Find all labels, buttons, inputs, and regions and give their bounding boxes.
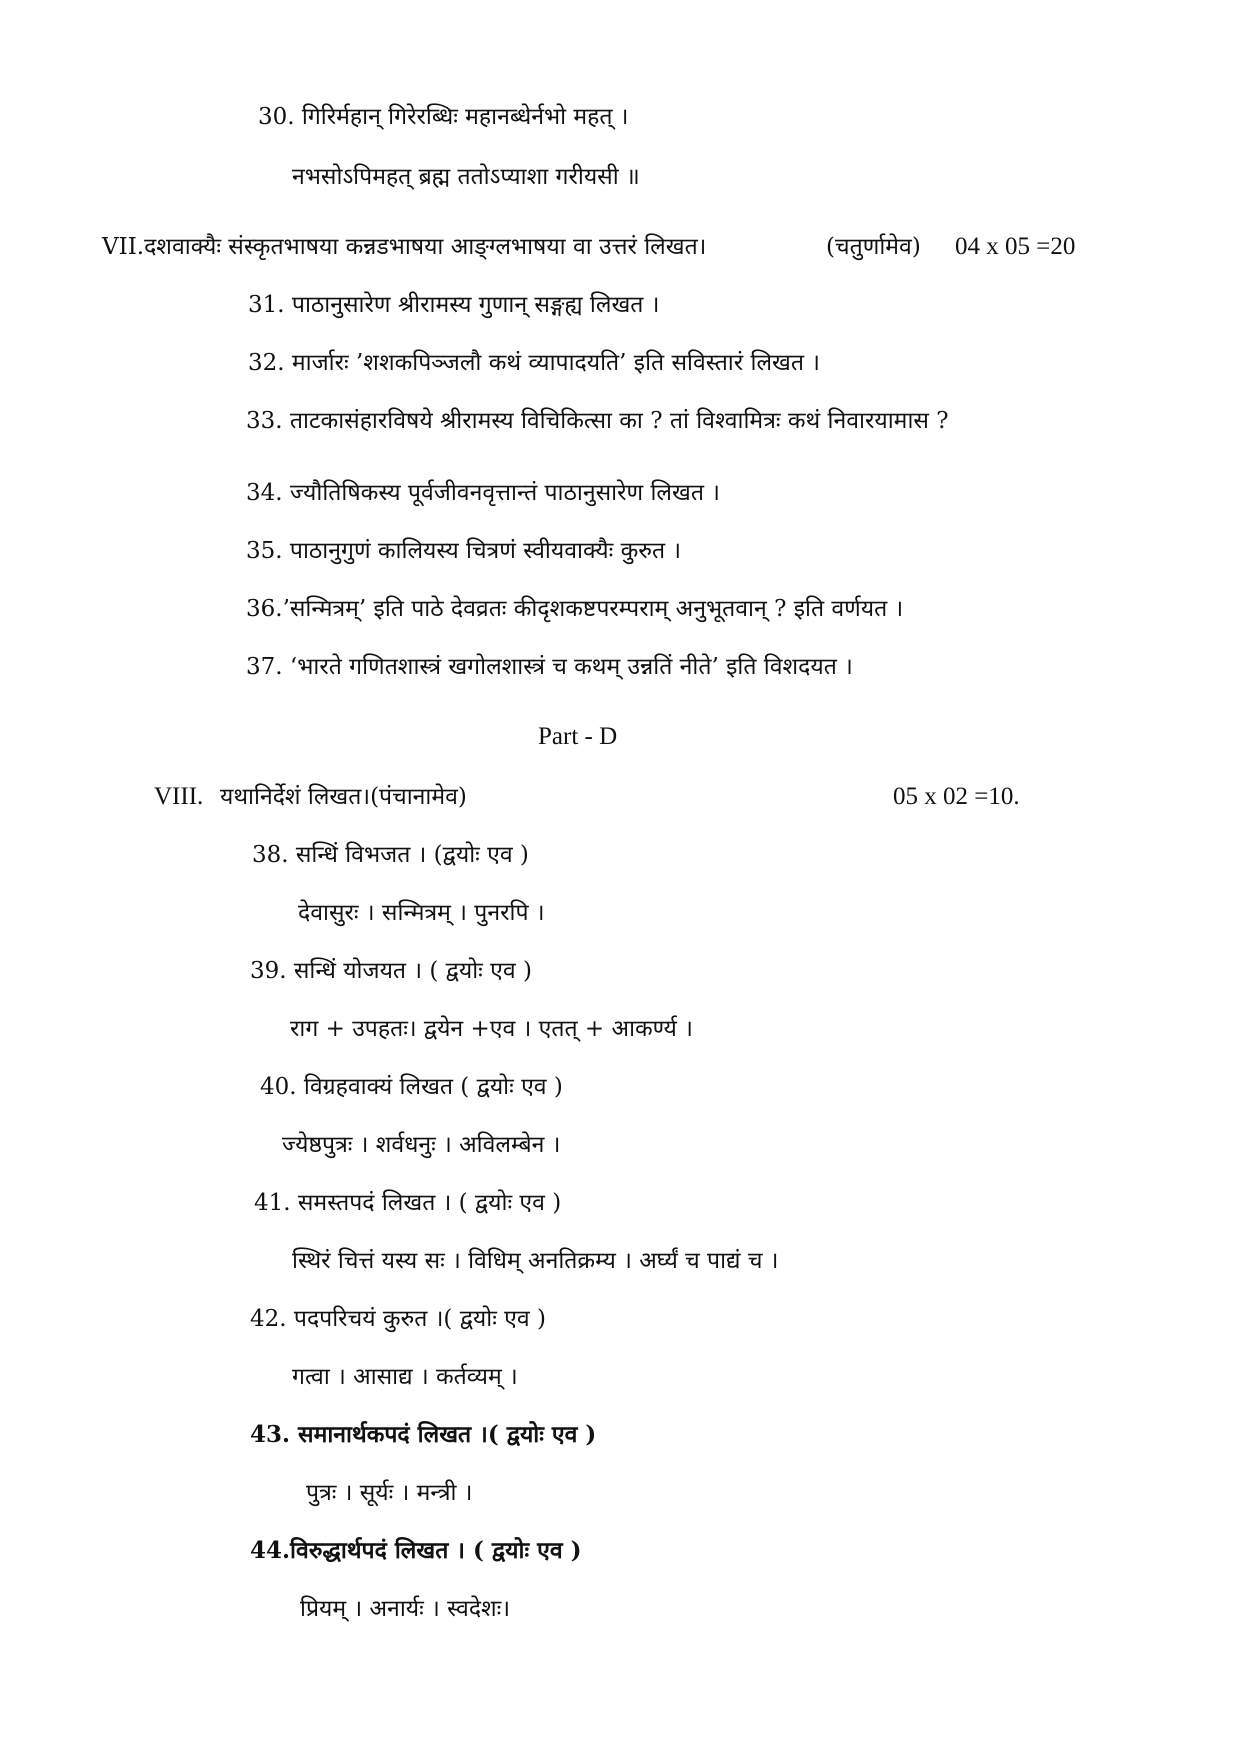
question-39: 39. सन्धिं योजयत । ( द्वयोः एव ) [250,958,532,984]
section-viii-heading: यथानिर्देशं लिखत।(पंचानामेव) [220,784,467,810]
answer-options-38: देवासुरः । सन्मित्रम् । पुनरपि । [298,900,545,926]
question-33: 33. ताटकासंहारविषये श्रीरामस्य विचिकित्सा का ? तां विश्वामित्रः कथं निवारयामास ? [246,408,949,434]
question-40: 40. विग्रहवाक्यं लिखत ( द्वयोः एव ) [260,1074,563,1100]
section-vii-heading: VII.दशवाक्यैः संस्कृतभाषया कन्नडभाषया आङ्ग्लभाषया वा उत्तरं लिखत। [102,234,707,260]
answer-options-43: पुत्रः । सूर्यः । मन्त्री । [306,1480,473,1506]
q30-line1: 30. गिरिर्महान् गिरेरब्धिः महानब्धेर्नभो महत् । [258,104,629,130]
question-34: 34. ज्यौतिषिकस्य पूर्वजीवनवृत्तान्तं पाठानुसारेण लिखत । [246,480,720,506]
question-31: 31. पाठानुसारेण श्रीरामस्य गुणान् सङ्गह्य लिखत । [248,292,660,318]
question-36: 36.’सन्मित्रम्’ इति पाठे देवव्रतः कीदृशकष्टपरम्पराम् अनुभूतवान् ? इति वर्णयत । [246,596,904,622]
answer-options-42: गत्वा । आसाद्य । कर्तव्यम् । [292,1364,518,1390]
answer-options-40: ज्येष्ठपुत्रः । शर्वधनुः । अविलम्बेन । [282,1132,561,1158]
question-43: 43. समानार्थकपदं लिखत ।( द्वयोः एव ) [250,1421,597,1448]
answer-options-44: प्रियम् । अनार्यः । स्वदेशः। [300,1596,511,1622]
section-viii-marks: 05 x 02 =10. [893,783,1020,810]
question-38: 38. सन्धिं विभजत । (द्वयोः एव ) [252,842,529,868]
question-44: 44.विरुद्धार्थपदं लिखत । ( द्वयोः एव ) [250,1537,582,1564]
answer-options-39: राग + उपहतः। द्वयेन +एव । एतत् + आकर्ण्य । [290,1016,693,1042]
question-35: 35. पाठानुगुणं कालियस्य चित्रणं स्वीयवाक्यैः कुरुत । [246,538,682,564]
q30-line2: नभसोऽपिमहत् ब्रह्म ततोऽप्याशा गरीयसी ॥ [292,164,640,190]
answer-options-41: स्थिरं चित्तं यस्य सः । विधिम् अनतिक्रम्य । अर्घ्यं च पाद्यं च । [292,1248,779,1274]
section-vii-note: (चतुर्णामेव) [826,234,921,260]
question-42: 42. पदपरिचयं कुरुत ।( द्वयोः एव ) [250,1306,546,1332]
question-37: 37. ‘भारते गणितशास्त्रं खगोलशास्त्रं च कथम् उन्नतिं नीते’ इति विशदयत । [246,654,853,680]
question-41: 41. समस्तपदं लिखत । ( द्वयोः एव ) [254,1190,562,1216]
section-vii-marks: 04 x 05 =20 [955,233,1076,260]
question-32: 32. मार्जारः ’शशकपिञ्जलौ कथं व्यापादयति’ इति सविस्तारं लिखत । [248,350,820,376]
section-viii-roman: VIII. [154,783,204,810]
part-d-title: Part - D [538,723,618,750]
